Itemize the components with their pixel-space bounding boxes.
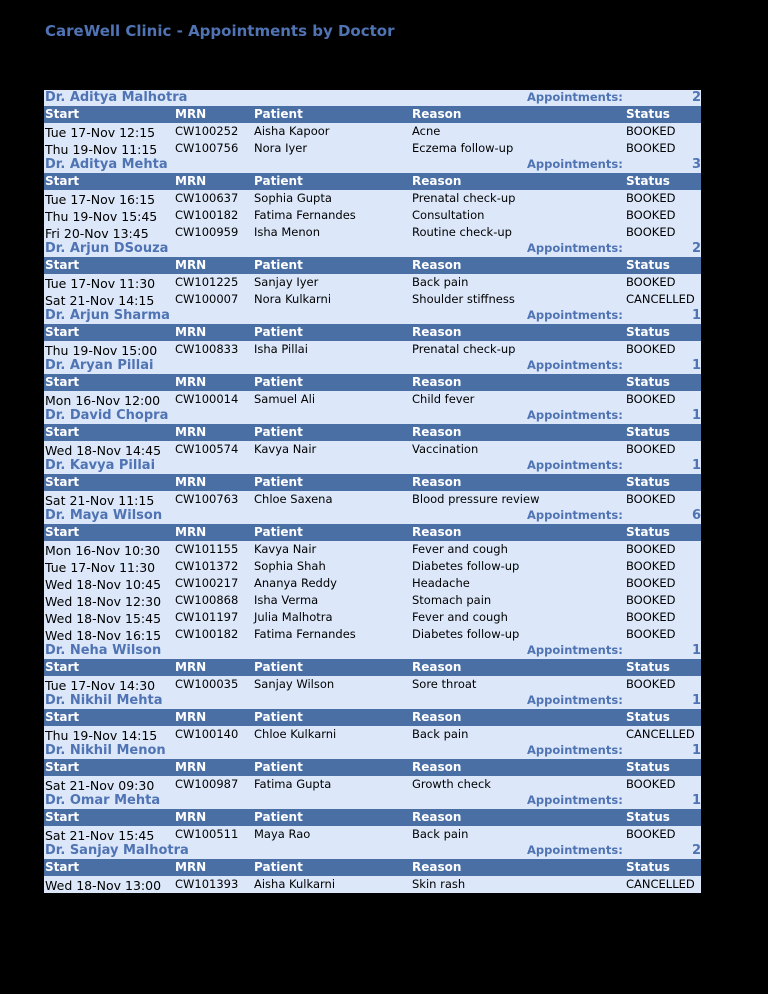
appointments-label: Appointments: [527, 458, 623, 472]
appointments-count: 2 [691, 241, 701, 256]
column-header-reason: Reason [412, 860, 462, 874]
cell-status: BOOKED [626, 627, 676, 641]
appointments-count: 1 [691, 308, 701, 323]
column-header-row [44, 474, 701, 491]
column-header-reason: Reason [412, 710, 462, 724]
doctor-group-header [44, 241, 701, 257]
doctor-name: Dr. Aryan Pillai [45, 358, 154, 373]
cell-reason: Diabetes follow-up [412, 627, 520, 641]
column-header-start: Start [45, 710, 80, 724]
cell-start: Tue 17-Nov 12:15 [45, 125, 156, 140]
appointment-row [44, 876, 701, 893]
column-header-patient: Patient [254, 710, 303, 724]
column-header-start: Start [45, 258, 80, 272]
column-header-patient: Patient [254, 810, 303, 824]
column-header-mrn: MRN [175, 760, 207, 774]
cell-mrn: CW100140 [175, 727, 239, 741]
column-header-reason: Reason [412, 325, 462, 339]
cell-patient: Isha Pillai [254, 342, 308, 356]
cell-mrn: CW101393 [175, 877, 239, 891]
appointments-label: Appointments: [527, 793, 623, 807]
appointment-row [44, 826, 701, 843]
cell-start: Wed 18-Nov 10:45 [45, 577, 162, 592]
cell-patient: Aisha Kulkarni [254, 877, 336, 891]
cell-status: BOOKED [626, 576, 676, 590]
cell-patient: Fatima Fernandes [254, 627, 356, 641]
cell-start: Tue 17-Nov 11:30 [45, 560, 156, 575]
report-title: CareWell Clinic - Appointments by Doctor [45, 22, 395, 40]
cell-patient: Aisha Kapoor [254, 124, 330, 138]
column-header-reason: Reason [412, 107, 462, 121]
doctor-group-header [44, 643, 701, 659]
column-header-start: Start [45, 425, 80, 439]
cell-patient: Sanjay Wilson [254, 677, 335, 691]
cell-reason: Skin rash [412, 877, 466, 891]
cell-mrn: CW100959 [175, 225, 239, 239]
cell-patient: Nora Kulkarni [254, 292, 332, 306]
column-header-mrn: MRN [175, 174, 207, 188]
cell-status: CANCELLED [626, 727, 695, 741]
appointment-row [44, 341, 701, 358]
column-header-patient: Patient [254, 760, 303, 774]
cell-status: BOOKED [626, 208, 676, 222]
doctor-name: Dr. Kavya Pillai [45, 458, 156, 473]
column-header-status: Status [626, 107, 670, 121]
cell-start: Fri 20-Nov 13:45 [45, 226, 149, 241]
column-header-mrn: MRN [175, 810, 207, 824]
appointments-label: Appointments: [527, 693, 623, 707]
cell-patient: Isha Verma [254, 593, 319, 607]
cell-status: BOOKED [626, 492, 676, 506]
doctor-name: Dr. David Chopra [45, 408, 169, 423]
appointment-row [44, 676, 701, 693]
appointments-count: 1 [691, 358, 701, 373]
cell-mrn: CW100217 [175, 576, 239, 590]
column-header-status: Status [626, 258, 670, 272]
appointment-row [44, 575, 701, 592]
appointments-label: Appointments: [527, 90, 623, 104]
cell-start: Sat 21-Nov 11:15 [45, 493, 155, 508]
cell-reason: Stomach pain [412, 593, 492, 607]
cell-mrn: CW100987 [175, 777, 239, 791]
column-header-status: Status [626, 710, 670, 724]
cell-start: Tue 17-Nov 11:30 [45, 276, 156, 291]
cell-reason: Acne [412, 124, 441, 138]
appointment-row [44, 626, 701, 643]
cell-start: Wed 18-Nov 15:45 [45, 611, 162, 626]
cell-status: BOOKED [626, 392, 676, 406]
cell-status: BOOKED [626, 124, 676, 138]
cell-patient: Sophia Gupta [254, 191, 332, 205]
column-header-status: Status [626, 425, 670, 439]
column-header-mrn: MRN [175, 710, 207, 724]
appointment-row [44, 123, 701, 140]
column-header-reason: Reason [412, 525, 462, 539]
column-header-reason: Reason [412, 375, 462, 389]
doctor-name: Dr. Arjun DSouza [45, 241, 169, 256]
cell-patient: Ananya Reddy [254, 576, 337, 590]
cell-mrn: CW100763 [175, 492, 239, 506]
column-header-status: Status [626, 760, 670, 774]
appointments-report [44, 90, 701, 893]
column-header-reason: Reason [412, 810, 462, 824]
cell-start: Tue 17-Nov 14:30 [45, 678, 156, 693]
cell-start: Thu 19-Nov 14:15 [45, 728, 158, 743]
appointment-row [44, 391, 701, 408]
column-header-start: Start [45, 760, 80, 774]
doctor-name: Dr. Omar Mehta [45, 793, 161, 808]
appointments-count: 6 [691, 508, 701, 523]
column-header-start: Start [45, 475, 80, 489]
cell-start: Thu 19-Nov 11:15 [45, 142, 158, 157]
column-header-patient: Patient [254, 107, 303, 121]
cell-reason: Prenatal check-up [412, 191, 516, 205]
doctor-name: Dr. Arjun Sharma [45, 308, 170, 323]
column-header-patient: Patient [254, 325, 303, 339]
doctor-group-header [44, 308, 701, 324]
doctor-group-header [44, 693, 701, 709]
doctor-name: Dr. Sanjay Malhotra [45, 843, 189, 858]
column-header-mrn: MRN [175, 475, 207, 489]
column-header-row [44, 859, 701, 876]
appointment-row [44, 291, 701, 308]
appointment-row [44, 274, 701, 291]
cell-start: Wed 18-Nov 16:15 [45, 628, 162, 643]
appointment-row [44, 224, 701, 241]
cell-reason: Blood pressure review [412, 492, 540, 506]
cell-status: BOOKED [626, 559, 676, 573]
doctor-name: Dr. Nikhil Menon [45, 743, 166, 758]
cell-reason: Eczema follow-up [412, 141, 514, 155]
appointment-row [44, 592, 701, 609]
appointment-row [44, 726, 701, 743]
column-header-start: Start [45, 860, 80, 874]
column-header-mrn: MRN [175, 325, 207, 339]
cell-status: BOOKED [626, 191, 676, 205]
column-header-status: Status [626, 660, 670, 674]
cell-patient: Kavya Nair [254, 442, 317, 456]
cell-reason: Headache [412, 576, 470, 590]
column-header-reason: Reason [412, 475, 462, 489]
cell-mrn: CW100182 [175, 208, 239, 222]
cell-mrn: CW100868 [175, 593, 239, 607]
column-header-status: Status [626, 325, 670, 339]
column-header-start: Start [45, 107, 80, 121]
column-header-status: Status [626, 475, 670, 489]
column-header-patient: Patient [254, 174, 303, 188]
cell-start: Sat 21-Nov 14:15 [45, 293, 155, 308]
column-header-status: Status [626, 375, 670, 389]
cell-start: Wed 18-Nov 13:00 [45, 878, 162, 893]
column-header-patient: Patient [254, 525, 303, 539]
cell-start: Thu 19-Nov 15:00 [45, 343, 158, 358]
cell-start: Wed 18-Nov 14:45 [45, 443, 162, 458]
doctor-group-header [44, 358, 701, 374]
column-header-mrn: MRN [175, 425, 207, 439]
cell-mrn: CW101225 [175, 275, 239, 289]
appointment-row [44, 140, 701, 157]
column-header-start: Start [45, 810, 80, 824]
appointment-row [44, 558, 701, 575]
column-header-mrn: MRN [175, 660, 207, 674]
column-header-patient: Patient [254, 660, 303, 674]
cell-reason: Back pain [412, 275, 469, 289]
doctor-group-header [44, 157, 701, 173]
cell-mrn: CW100756 [175, 141, 239, 155]
column-header-start: Start [45, 325, 80, 339]
doctor-group-header [44, 793, 701, 809]
doctor-name: Dr. Neha Wilson [45, 643, 162, 658]
column-header-status: Status [626, 810, 670, 824]
cell-status: BOOKED [626, 141, 676, 155]
appointments-count: 1 [691, 743, 701, 758]
cell-mrn: CW100574 [175, 442, 239, 456]
cell-status: BOOKED [626, 342, 676, 356]
cell-patient: Maya Rao [254, 827, 311, 841]
appointment-row [44, 491, 701, 508]
appointments-label: Appointments: [527, 408, 623, 422]
appointments-count: 2 [691, 90, 701, 105]
appointments-count: 1 [691, 458, 701, 473]
cell-reason: Shoulder stiffness [412, 292, 515, 306]
cell-status: CANCELLED [626, 292, 695, 306]
cell-mrn: CW100252 [175, 124, 239, 138]
appointments-label: Appointments: [527, 743, 623, 757]
cell-mrn: CW101372 [175, 559, 239, 573]
cell-reason: Routine check-up [412, 225, 512, 239]
cell-start: Mon 16-Nov 10:30 [45, 543, 161, 558]
doctor-name: Dr. Aditya Mehta [45, 157, 168, 172]
column-header-reason: Reason [412, 174, 462, 188]
cell-reason: Back pain [412, 827, 469, 841]
cell-patient: Sophia Shah [254, 559, 326, 573]
cell-patient: Nora Iyer [254, 141, 308, 155]
column-header-patient: Patient [254, 375, 303, 389]
cell-reason: Back pain [412, 727, 469, 741]
cell-status: BOOKED [626, 275, 676, 289]
cell-mrn: CW100637 [175, 191, 239, 205]
column-header-row [44, 424, 701, 441]
appointment-row [44, 776, 701, 793]
doctor-group-header [44, 408, 701, 424]
column-header-patient: Patient [254, 425, 303, 439]
column-header-status: Status [626, 174, 670, 188]
cell-mrn: CW101197 [175, 610, 239, 624]
appointments-label: Appointments: [527, 157, 623, 171]
column-header-reason: Reason [412, 425, 462, 439]
column-header-mrn: MRN [175, 860, 207, 874]
appointments-label: Appointments: [527, 241, 623, 255]
column-header-row [44, 374, 701, 391]
column-header-mrn: MRN [175, 107, 207, 121]
doctor-name: Dr. Nikhil Mehta [45, 693, 163, 708]
column-header-mrn: MRN [175, 375, 207, 389]
cell-patient: Fatima Gupta [254, 777, 332, 791]
doctor-group-header [44, 843, 701, 859]
cell-status: BOOKED [626, 442, 676, 456]
column-header-reason: Reason [412, 258, 462, 272]
cell-patient: Isha Menon [254, 225, 320, 239]
cell-patient: Julia Malhotra [254, 610, 333, 624]
column-header-reason: Reason [412, 760, 462, 774]
column-header-mrn: MRN [175, 258, 207, 272]
appointments-label: Appointments: [527, 308, 623, 322]
cell-patient: Sanjay Iyer [254, 275, 319, 289]
doctor-name: Dr. Aditya Malhotra [45, 90, 188, 105]
appointments-label: Appointments: [527, 358, 623, 372]
cell-start: Thu 19-Nov 15:45 [45, 209, 158, 224]
column-header-row [44, 524, 701, 541]
column-header-patient: Patient [254, 258, 303, 272]
cell-patient: Chloe Saxena [254, 492, 333, 506]
column-header-patient: Patient [254, 475, 303, 489]
column-header-status: Status [626, 860, 670, 874]
cell-reason: Vaccination [412, 442, 479, 456]
column-header-row [44, 809, 701, 826]
appointment-row [44, 207, 701, 224]
cell-reason: Fever and cough [412, 542, 508, 556]
cell-start: Tue 17-Nov 16:15 [45, 192, 156, 207]
cell-start: Sat 21-Nov 15:45 [45, 828, 155, 843]
cell-status: BOOKED [626, 225, 676, 239]
column-header-patient: Patient [254, 860, 303, 874]
cell-patient: Samuel Ali [254, 392, 316, 406]
cell-patient: Kavya Nair [254, 542, 317, 556]
cell-mrn: CW101155 [175, 542, 239, 556]
column-header-row [44, 709, 701, 726]
doctor-name: Dr. Maya Wilson [45, 508, 163, 523]
appointment-row [44, 441, 701, 458]
appointment-row [44, 541, 701, 558]
cell-mrn: CW100035 [175, 677, 239, 691]
cell-status: BOOKED [626, 593, 676, 607]
cell-mrn: CW100007 [175, 292, 239, 306]
column-header-row [44, 324, 701, 341]
appointment-row [44, 190, 701, 207]
cell-reason: Diabetes follow-up [412, 559, 520, 573]
doctor-group-header [44, 508, 701, 524]
column-header-row [44, 659, 701, 676]
column-header-mrn: MRN [175, 525, 207, 539]
cell-reason: Fever and cough [412, 610, 508, 624]
column-header-start: Start [45, 660, 80, 674]
cell-patient: Chloe Kulkarni [254, 727, 337, 741]
cell-mrn: CW100182 [175, 627, 239, 641]
appointments-count: 3 [691, 157, 701, 172]
appointments-count: 1 [691, 408, 701, 423]
appointments-label: Appointments: [527, 843, 623, 857]
cell-reason: Consultation [412, 208, 485, 222]
column-header-row [44, 257, 701, 274]
cell-status: BOOKED [626, 542, 676, 556]
cell-status: BOOKED [626, 777, 676, 791]
cell-start: Mon 16-Nov 12:00 [45, 393, 161, 408]
cell-status: CANCELLED [626, 877, 695, 891]
appointments-count: 1 [691, 643, 701, 658]
cell-start: Wed 18-Nov 12:30 [45, 594, 162, 609]
cell-reason: Sore throat [412, 677, 477, 691]
cell-patient: Fatima Fernandes [254, 208, 356, 222]
appointments-count: 2 [691, 843, 701, 858]
cell-reason: Growth check [412, 777, 491, 791]
column-header-start: Start [45, 375, 80, 389]
column-header-start: Start [45, 525, 80, 539]
cell-status: BOOKED [626, 827, 676, 841]
cell-start: Sat 21-Nov 09:30 [45, 778, 155, 793]
cell-mrn: CW100833 [175, 342, 239, 356]
cell-mrn: CW100014 [175, 392, 239, 406]
doctor-group-header [44, 743, 701, 759]
appointments-count: 1 [691, 793, 701, 808]
column-header-start: Start [45, 174, 80, 188]
cell-reason: Prenatal check-up [412, 342, 516, 356]
column-header-row [44, 173, 701, 190]
column-header-row [44, 759, 701, 776]
doctor-group-header [44, 458, 701, 474]
cell-mrn: CW100511 [175, 827, 239, 841]
column-header-status: Status [626, 525, 670, 539]
appointments-label: Appointments: [527, 508, 623, 522]
cell-reason: Child fever [412, 392, 475, 406]
appointments-count: 1 [691, 693, 701, 708]
column-header-row [44, 106, 701, 123]
column-header-reason: Reason [412, 660, 462, 674]
cell-status: BOOKED [626, 610, 676, 624]
doctor-group-header [44, 90, 701, 106]
appointments-label: Appointments: [527, 643, 623, 657]
appointment-row [44, 609, 701, 626]
cell-status: BOOKED [626, 677, 676, 691]
